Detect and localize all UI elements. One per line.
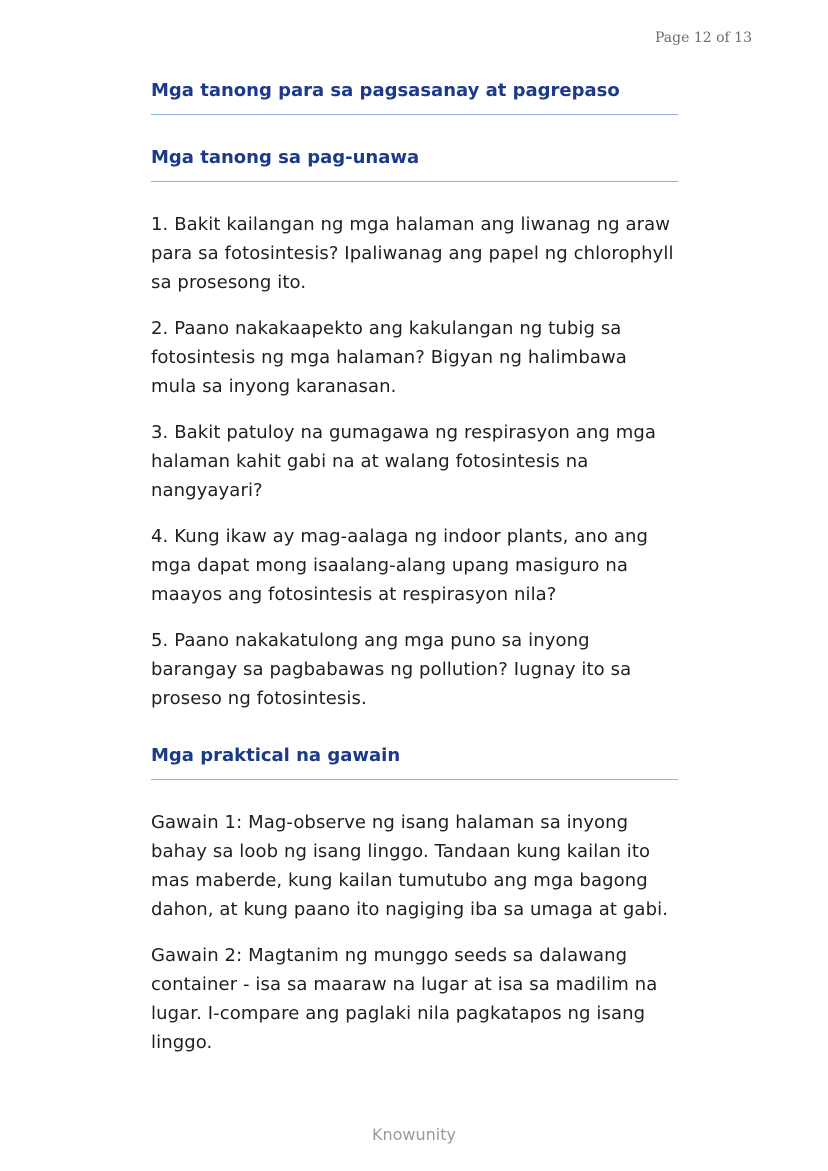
- question-item: 1. Bakit kailangan ng mga halaman ang liwanag ng araw para sa fotosintesis? Ipaliwanag ang papel ng chlorophyll sa prosesong ito.: [151, 214, 674, 293]
- question-item: 2. Paano nakakaapekto ang kakulangan ng tubig sa fotosintesis ng mga halaman? Bigyan ng halimbawa mula sa inyong karanasan.: [151, 318, 627, 397]
- activity-item: Gawain 2: Magtanim ng munggo seeds sa dalawang container - isa sa maaraw na lugar at isa sa madilim na lugar. I-compare ang paglaki nila pagkatapos ng isang linggo.: [151, 945, 658, 1053]
- footer-brand: Knowunity: [372, 1125, 456, 1144]
- question-item: 5. Paano nakakatulong ang mga puno sa inyong barangay sa pagbabawas ng pollution? Iugnay ito sa proseso ng fotosintesis.: [151, 630, 632, 709]
- page-number: Page 12 of 13: [655, 30, 752, 46]
- document-content: [151, 78, 678, 1074]
- comprehension-section-heading: Mga tanong sa pag-unawa: [151, 145, 678, 182]
- question-item: 4. Kung ikaw ay mag-aalaga ng indoor plants, ano ang mga dapat mong isaalang-alang upang masiguro na maayos ang fotosintesis at respirasyon nila?: [151, 526, 649, 605]
- question-list: [151, 210, 678, 713]
- practical-section-heading: Mga praktical na gawain: [151, 743, 678, 780]
- question-item: 3. Bakit patuloy na gumagawa ng respirasyon ang mga halaman kahit gabi na at walang fotosintesis na nangyayari?: [151, 422, 656, 501]
- review-section-heading: Mga tanong para sa pagsasanay at pagrepaso: [151, 78, 678, 115]
- activity-list: [151, 808, 678, 1057]
- activity-item: Gawain 1: Mag-observe ng isang halaman sa inyong bahay sa loob ng isang linggo. Tandaan kung kailan ito mas maberde, kung kailan tumutubo ang mga bagong dahon, at kung paano ito nagiging iba sa umaga at gabi.: [151, 812, 669, 920]
